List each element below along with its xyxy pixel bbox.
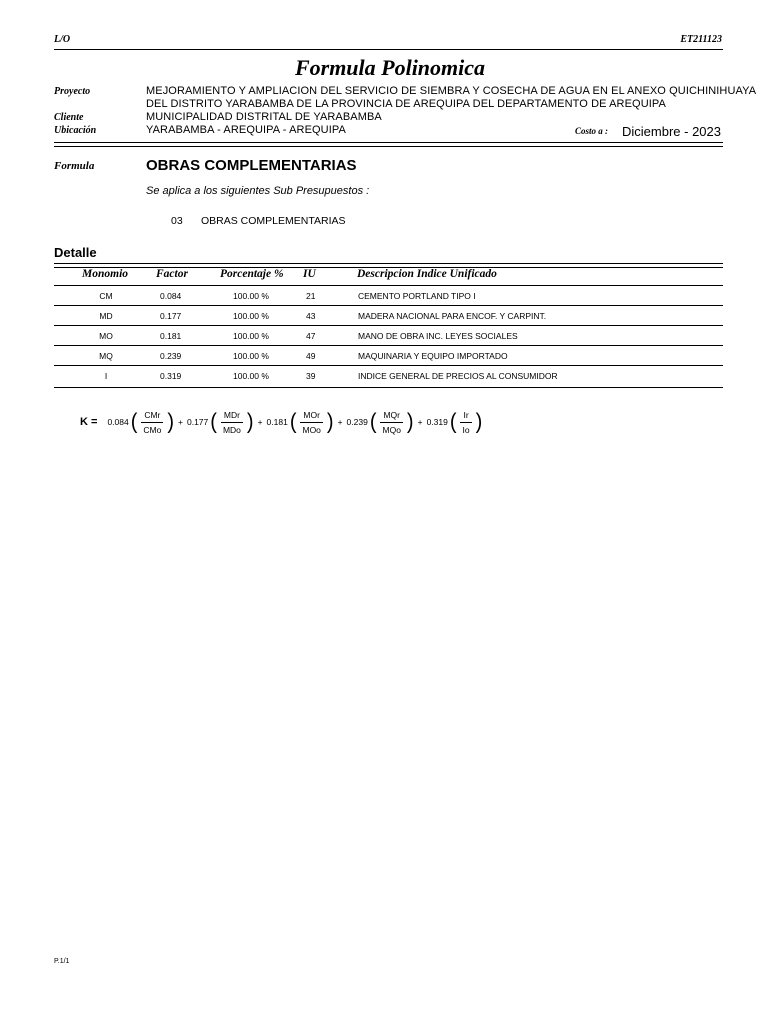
open-paren: (: [449, 409, 457, 435]
table-row: [54, 366, 723, 386]
fraction-denominator: CMo: [143, 424, 162, 435]
proyecto-label: Proyecto: [54, 86, 91, 97]
open-paren: (: [130, 409, 138, 435]
open-paren: (: [289, 409, 297, 435]
plus-sign: +: [337, 417, 343, 427]
cell-descripcion: MADERA NACIONAL PARA ENCOF. Y CARPINT.: [358, 311, 547, 321]
cell-monomio: MQ: [99, 351, 113, 361]
close-paren: ): [167, 409, 175, 435]
header-rule: [54, 49, 723, 50]
fraction-denominator: MOo: [302, 424, 321, 435]
fraction-numerator: CMr: [141, 410, 163, 423]
cell-monomio: CM: [99, 291, 113, 301]
polynomial-formula: [80, 405, 482, 439]
plus-sign: +: [178, 417, 183, 427]
term-fraction: [220, 410, 244, 435]
header-left-code: L/O: [54, 34, 71, 45]
formula-name: OBRAS COMPLEMENTARIAS: [146, 157, 357, 174]
k-symbol: K =: [80, 416, 98, 428]
table-row: [54, 346, 723, 366]
cell-monomio: I: [104, 371, 108, 381]
page-title: Formula Polinomica: [294, 55, 486, 80]
cell-iu: 21: [306, 291, 316, 301]
col-header-iu: IU: [303, 268, 316, 280]
close-paren: ): [406, 409, 414, 435]
table-row: [54, 326, 723, 346]
cell-iu: 47: [306, 331, 316, 341]
cell-iu: 43: [306, 311, 316, 321]
cell-iu: 39: [306, 371, 316, 381]
fraction-numerator: Ir: [460, 410, 471, 423]
sub-budget-code: 03: [171, 215, 183, 227]
col-header-factor: Factor: [156, 268, 188, 280]
costo-label: Costo a :: [575, 126, 609, 136]
cell-descripcion: MAQUINARIA Y EQUIPO IMPORTADO: [358, 351, 508, 361]
fraction-denominator: MDo: [222, 424, 241, 435]
cell-monomio: MO: [99, 331, 113, 341]
cliente-value: MUNICIPALIDAD DISTRITAL DE YARABAMBA: [146, 111, 382, 123]
detalle-title: Detalle: [54, 245, 97, 260]
proyecto-line-2: DEL DISTRITO YARABAMBA DE LA PROVINCIA DE AREQUIPA DEL DEPARTAMENTO DE AREQUIPA: [146, 98, 666, 110]
term-coefficient: 0.239: [346, 417, 368, 427]
formula-term: [107, 410, 174, 435]
cell-descripcion: INDICE GENERAL DE PRECIOS AL CONSUMIDOR: [358, 371, 558, 381]
close-paren: ): [326, 409, 334, 435]
cell-factor: 0.319: [160, 371, 182, 381]
col-header-porcentaje: Porcentaje %: [220, 268, 284, 280]
term-coefficient: 0.181: [266, 417, 288, 427]
term-coefficient: 0.319: [426, 417, 448, 427]
fraction-denominator: Io: [462, 424, 470, 435]
sub-budget-name: OBRAS COMPLEMENTARIAS: [201, 215, 346, 227]
page-number: P.1/1: [54, 958, 70, 965]
cell-porcentaje: 100.00 %: [233, 331, 269, 341]
cell-factor: 0.181: [160, 331, 182, 341]
proyecto-line-1: MEJORAMIENTO Y AMPLIACION DEL SERVICIO DE SIEMBRA Y COSECHA DE AGUA EN EL ANEXO QUICHINIHUAYA: [146, 85, 757, 97]
info-double-rule: [54, 142, 723, 147]
term-fraction: [460, 410, 473, 435]
close-paren: ): [475, 409, 483, 435]
plus-sign: +: [417, 417, 423, 427]
table-bottom-rule: [54, 387, 723, 388]
formula-term: [267, 410, 334, 435]
cell-porcentaje: 100.00 %: [233, 351, 269, 361]
formula-term: [347, 410, 414, 435]
cell-descripcion: CEMENTO PORTLAND TIPO I: [358, 291, 476, 301]
ubicacion-label: Ubicación: [54, 125, 97, 136]
plus-sign: +: [257, 417, 263, 427]
term-fraction: [299, 410, 323, 435]
cell-monomio: MD: [99, 311, 113, 321]
term-fraction: [140, 410, 164, 435]
costo-value: Diciembre - 2023: [622, 124, 721, 139]
formula-label: Formula: [54, 160, 95, 172]
open-paren: (: [210, 409, 217, 435]
cell-factor: 0.239: [160, 351, 182, 361]
fraction-numerator: MOr: [300, 410, 323, 423]
header-right-code: ET211123: [680, 34, 722, 45]
term-fraction: [380, 410, 404, 435]
cell-porcentaje: 100.00 %: [233, 311, 269, 321]
open-paren: (: [369, 409, 377, 435]
close-paren: ): [246, 409, 254, 435]
term-coefficient: 0.084: [107, 417, 129, 427]
ubicacion-value: YARABAMBA - AREQUIPA - AREQUIPA: [146, 124, 346, 136]
applies-note: Se aplica a los siguientes Sub Presupuestos :: [146, 185, 370, 197]
cell-iu: 49: [306, 351, 316, 361]
fraction-denominator: MQo: [382, 424, 401, 435]
cell-factor: 0.177: [160, 311, 182, 321]
col-header-descripcion: Descripcion Indice Unificado: [357, 268, 497, 280]
cell-factor: 0.084: [160, 291, 182, 301]
formula-term: [427, 410, 483, 435]
cell-porcentaje: 100.00 %: [233, 371, 269, 381]
col-header-monomio: Monomio: [82, 268, 129, 280]
cell-porcentaje: 100.00 %: [233, 291, 269, 301]
table-row: [54, 306, 723, 326]
table-row: [54, 286, 723, 306]
term-coefficient: 0.177: [186, 417, 209, 427]
formula-term: [187, 410, 254, 435]
fraction-numerator: MQr: [380, 410, 403, 423]
fraction-numerator: MDr: [221, 410, 243, 423]
cliente-label: Cliente: [54, 112, 84, 123]
cell-descripcion: MANO DE OBRA INC. LEYES SOCIALES: [358, 331, 518, 341]
